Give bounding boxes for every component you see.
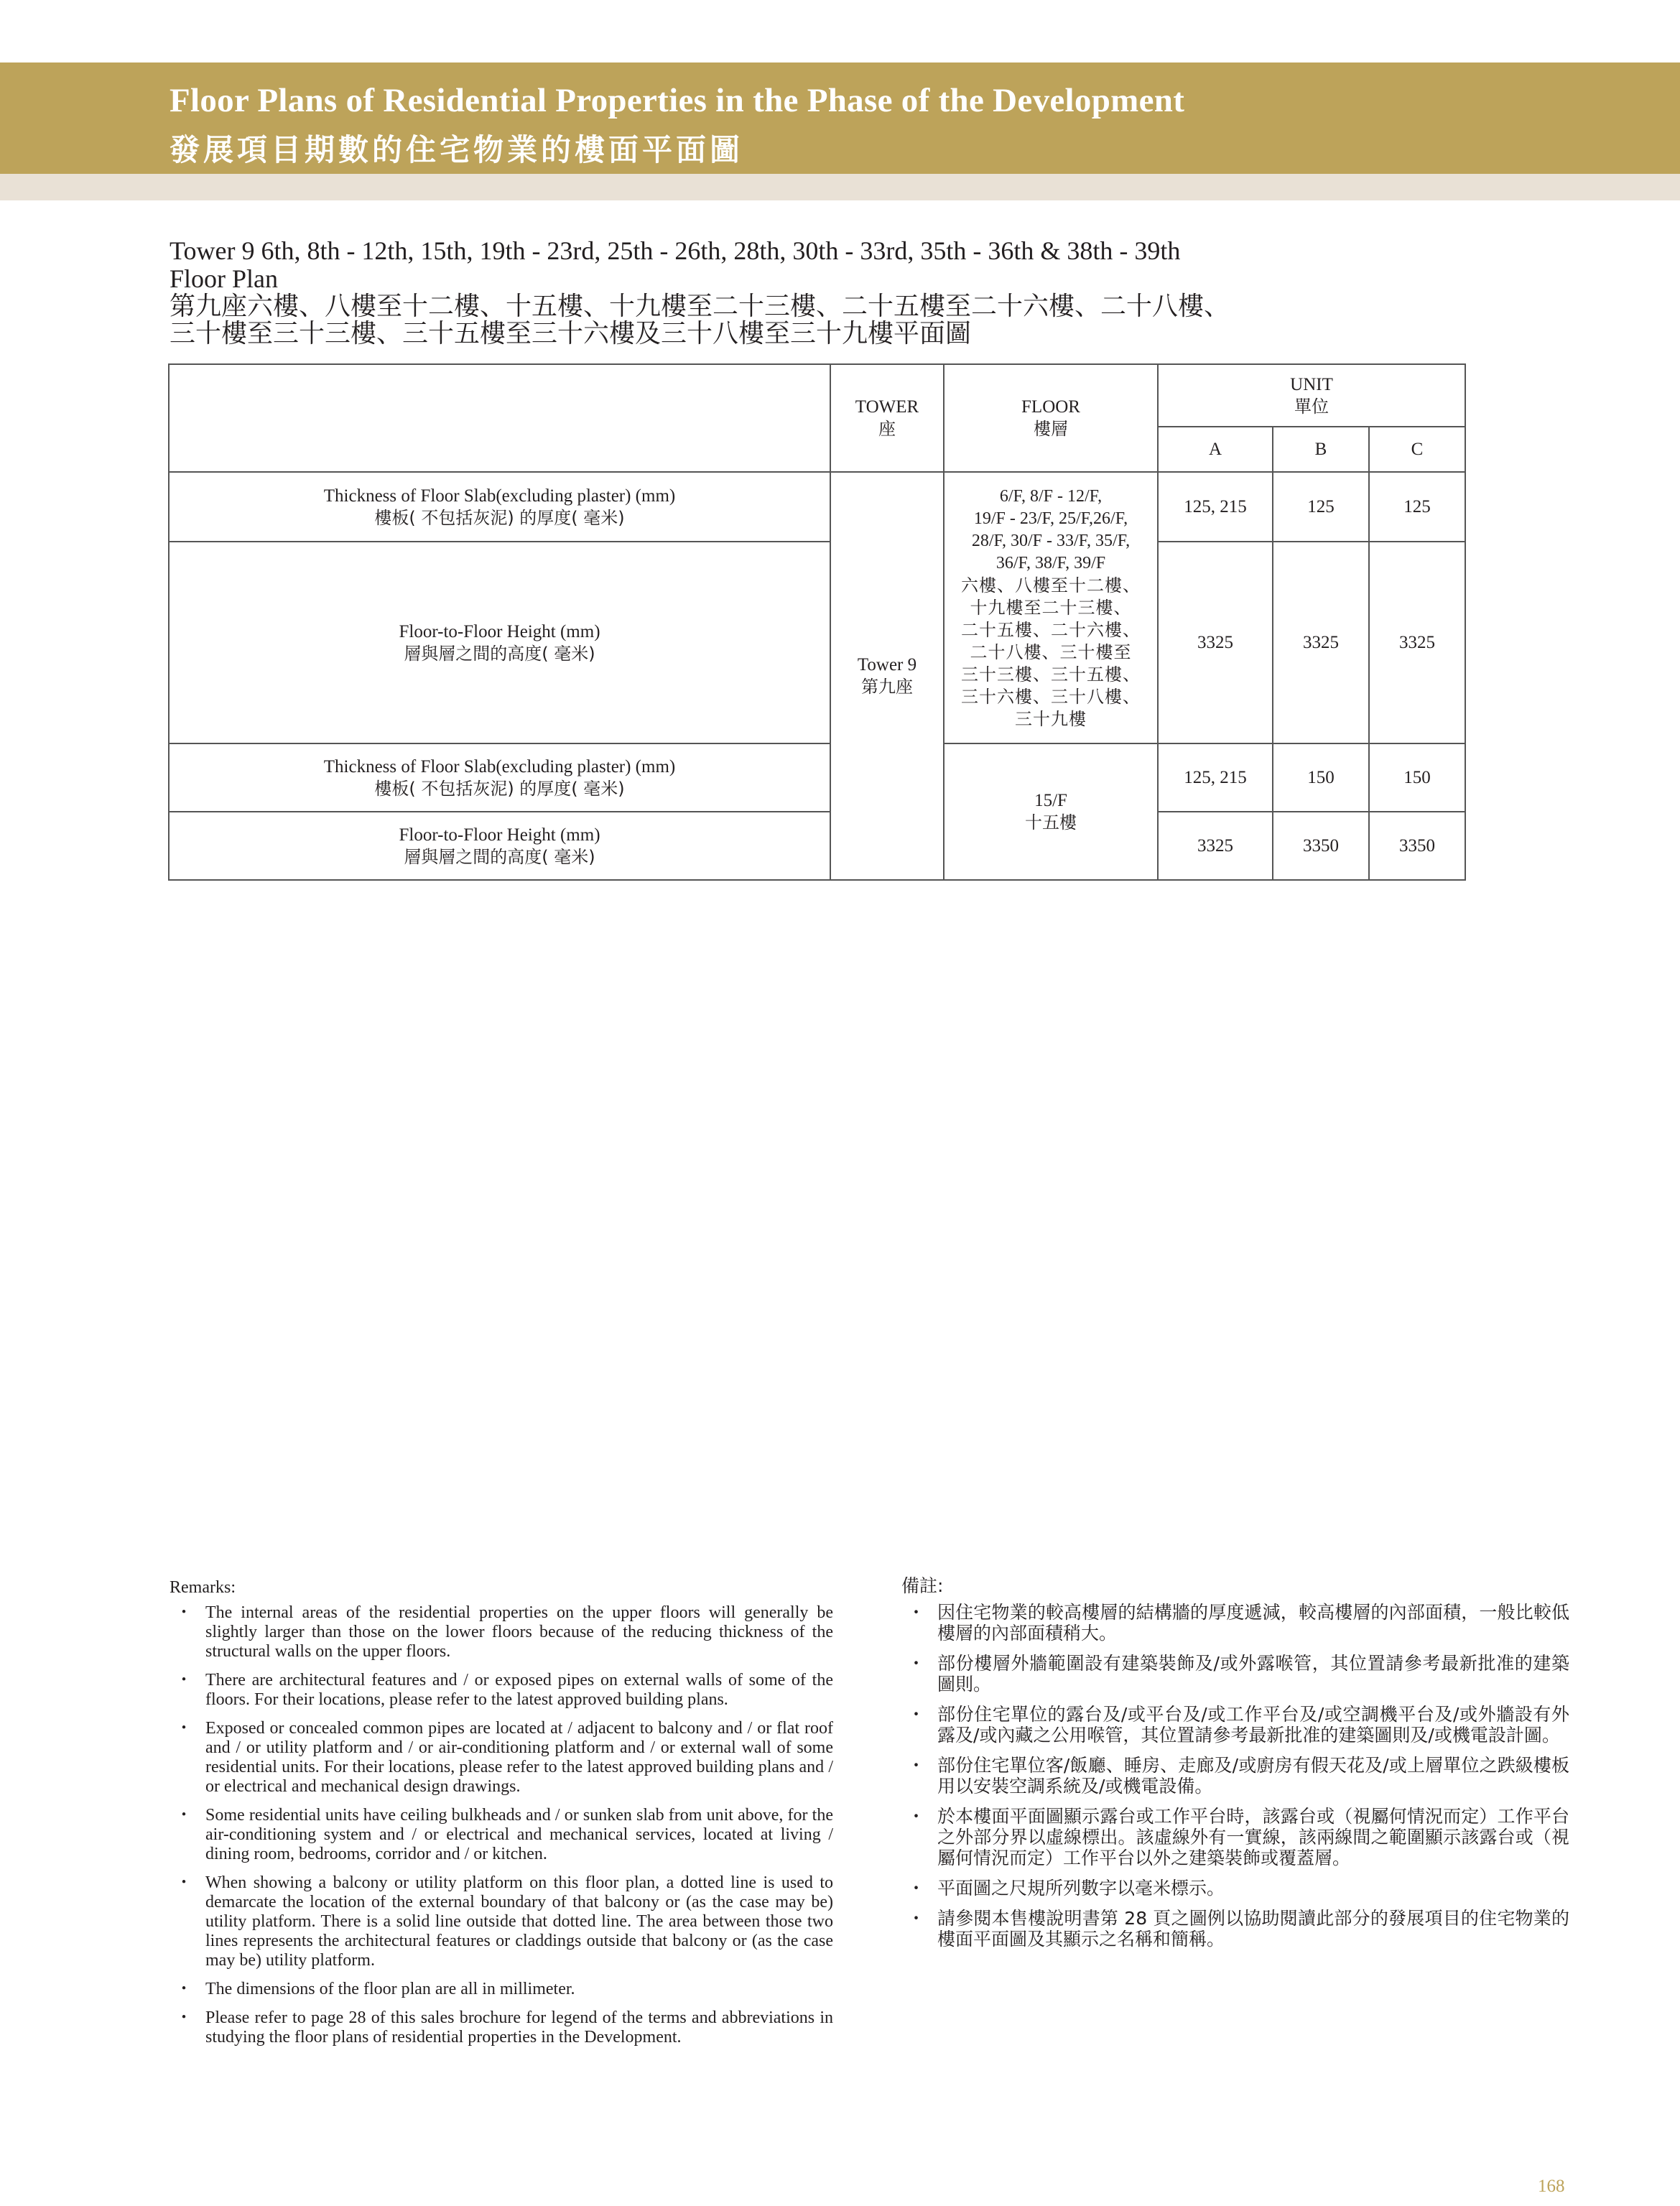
header-floor-zh: 樓層 <box>1034 419 1068 439</box>
slab-value-b: 125 <box>1273 472 1369 542</box>
remark-text: 部份住宅單位的露台及/或平台及/或工作平台及/或空調機平台及/或外牆設有外露及/或內藏之公用喉管，其位置請參考最新批准的建築圖則及/或機電設計圖。 <box>937 1704 1569 1746</box>
bullet-icon: ・ <box>175 1980 192 1998</box>
unit-header-c: C <box>1369 427 1465 472</box>
list-item <box>170 1719 833 1797</box>
bullet-icon: ・ <box>907 1908 926 1929</box>
floor-15-zh: 十五樓 <box>1025 812 1077 833</box>
floor-plan-heading <box>170 237 1462 348</box>
unit-header-b: B <box>1273 427 1369 472</box>
list-item <box>170 1671 833 1710</box>
remarks-chinese <box>901 1575 1569 1959</box>
list-item <box>901 1878 1569 1899</box>
floor-line-zh: 三十六樓、三十八樓、 <box>961 686 1141 707</box>
table-row <box>169 812 1465 880</box>
heading-line-2: Floor Plan <box>170 264 279 293</box>
row-label-slab <box>169 472 830 542</box>
height-label-en: Floor-to-Floor Height (mm) <box>399 825 600 845</box>
header-floor-en: FLOOR <box>1021 397 1080 417</box>
row-label-height <box>169 542 830 743</box>
bullet-icon: ・ <box>907 1704 926 1725</box>
list-item <box>901 1602 1569 1644</box>
list-item <box>170 2008 833 2047</box>
list-item <box>170 1980 833 1999</box>
height-value-b: 3325 <box>1273 542 1369 743</box>
floor-line-zh: 六樓、八樓至十二樓、 <box>961 575 1141 595</box>
list-item <box>170 1603 833 1662</box>
bullet-icon: ・ <box>175 1873 192 1892</box>
header-tower-en: TOWER <box>855 397 919 417</box>
list-item <box>170 1806 833 1864</box>
list-item <box>170 1873 833 1970</box>
slab-value-c: 125 <box>1369 472 1465 542</box>
floor-line-zh: 三十九樓 <box>1015 708 1087 729</box>
height-label-zh: 層與層之間的高度( 毫米) <box>404 643 595 664</box>
floor-line-zh: 二十五樓、二十六樓、 <box>961 619 1141 640</box>
bullet-icon: ・ <box>907 1806 926 1827</box>
remark-text: 部份樓層外牆範圍設有建築裝飾及/或外露喉管，其位置請參考最新批准的建築圖則。 <box>937 1653 1569 1695</box>
title-banner-strip <box>0 174 1680 200</box>
floor-line-zh: 三十三樓、三十五樓、 <box>961 664 1141 685</box>
heading-line-1: Tower 9 6th, 8th - 12th, 15th, 19th - 23rd, 25th - 26th, 28th, 30th - 33rd, 35th - 36th & 38th - 39th <box>170 236 1181 265</box>
remark-text: There are architectural features and / or exposed pipes on external walls of some of the floors. For their locations, please refer to the latest approved building plans. <box>205 1671 833 1709</box>
slab-value-a: 125, 215 <box>1158 472 1273 542</box>
list-item <box>901 1653 1569 1695</box>
header-tower-zh: 座 <box>878 419 896 439</box>
list-item <box>901 1755 1569 1797</box>
height-label-zh: 層與層之間的高度( 毫米) <box>404 846 595 867</box>
slab-value-a-15f: 125, 215 <box>1158 743 1273 812</box>
remark-text: 平面圖之尺規所列數字以毫米標示。 <box>937 1878 1225 1899</box>
floor-line: 6/F, 8/F - 12/F, <box>999 486 1103 506</box>
unit-header-a: A <box>1158 427 1273 472</box>
slab-label-zh: 樓板( 不包括灰泥) 的厚度( 毫米) <box>374 778 625 799</box>
slab-value-c-15f: 150 <box>1369 743 1465 812</box>
slab-label-zh: 樓板( 不包括灰泥) 的厚度( 毫米) <box>374 507 625 528</box>
floor-line-zh: 二十八樓、三十樓至 <box>970 641 1132 662</box>
remark-text: Exposed or concealed common pipes are located at / adjacent to balcony and / or flat roof and / or utility platform and / or air-conditioning platform and / or external wall of some residential units. For their locations, please refer to the latest approved building plans and / or electrical and mechanical design drawings. <box>205 1719 833 1796</box>
bullet-icon: ・ <box>907 1653 926 1674</box>
remark-text: The internal areas of the residential properties on the upper floors will generally be slightly larger than those on the lower floors because of the reducing thickness of the structural walls on the upper floors. <box>205 1603 833 1661</box>
floor-group-1 <box>944 472 1158 743</box>
height-value-b-15f: 3350 <box>1273 812 1369 880</box>
header-unit-en: UNIT <box>1290 374 1333 394</box>
floor-15-en: 15/F <box>1034 791 1067 810</box>
page-title-en: Floor Plans of Residential Properties in the Phase of the Development <box>170 82 1185 119</box>
bullet-icon: ・ <box>907 1878 926 1899</box>
header-unit-zh: 單位 <box>1294 396 1329 417</box>
floor-line: 36/F, 38/F, 39/F <box>996 553 1106 573</box>
header-floor <box>944 364 1158 472</box>
remark-text: 部份住宅單位客/飯廳、睡房、走廊及/或廚房有假天花及/或上層單位之跌級樓板用以安裝空調系統及/或機電設備。 <box>937 1755 1569 1797</box>
bullet-icon: ・ <box>175 1806 192 1825</box>
remark-text: Please refer to page 28 of this sales brochure for legend of the terms and abbreviations in studying the floor plans of residential properties in the Development. <box>205 2008 833 2047</box>
page-title-zh: 發展項目期數的住宅物業的樓面平面圖 <box>170 132 744 167</box>
header-tower <box>830 364 944 472</box>
heading-line-3: 第九座六樓、八樓至十二樓、十五樓、十九樓至二十三樓、二十五樓至二十六樓、二十八樓、 <box>170 292 1230 321</box>
list-item <box>901 1704 1569 1746</box>
height-value-c: 3325 <box>1369 542 1465 743</box>
slab-value-b-15f: 150 <box>1273 743 1369 812</box>
height-value-a-15f: 3325 <box>1158 812 1273 880</box>
header-unit <box>1158 364 1465 427</box>
remark-text: 因住宅物業的較高樓層的結構牆的厚度遞減，較高樓層的內部面積，一般比較低樓層的內部面積稍大。 <box>937 1602 1569 1644</box>
row-label-slab-15f <box>169 743 830 812</box>
floor-line: 19/F - 23/F, 25/F,26/F, <box>973 509 1128 528</box>
height-label-en: Floor-to-Floor Height (mm) <box>399 621 600 641</box>
remarks-title-en: Remarks: <box>170 1578 236 1597</box>
floor-spec-table <box>168 363 1466 881</box>
remark-text: 於本樓面平面圖顯示露台或工作平台時，該露台或（視屬何情況而定）工作平台之外部分界以虛線標出。該虛線外有一實線，該兩線間之範圍顯示該露台或（視屬何情況而定）工作平台以外之建築裝飾或覆蓋層。 <box>937 1806 1569 1868</box>
slab-label-en: Thickness of Floor Slab(excluding plaster) (mm) <box>323 486 676 506</box>
header-blank-cell <box>169 364 830 472</box>
remarks-english <box>170 1578 833 2057</box>
bullet-icon: ・ <box>907 1602 926 1623</box>
heading-line-4: 三十樓至三十三樓、三十五樓至三十六樓及三十八樓至三十九樓平面圖 <box>170 319 972 348</box>
list-item <box>901 1806 1569 1868</box>
remark-text: When showing a balcony or utility platform on this floor plan, a dotted line is used to demarcate the location of the external boundary of that balcony or (as the case may be) utility platform. There is a solid line outside that dotted line. The area between those two lines represents the architectural features or claddings outside that balcony or (as the case may be) utility platform. <box>205 1873 833 1970</box>
page-number: 168 <box>1538 2177 1565 2196</box>
remark-text: The dimensions of the floor plan are all in millimeter. <box>205 1980 575 1998</box>
bullet-icon: ・ <box>175 1671 192 1690</box>
remark-text: 請參閱本售樓說明書第 28 頁之圖例以協助閱讀此部分的發展項目的住宅物業的樓面平面圖及其顯示之名稱和簡稱。 <box>937 1908 1569 1950</box>
height-value-c-15f: 3350 <box>1369 812 1465 880</box>
bullet-icon: ・ <box>175 1603 192 1622</box>
remarks-title-zh: 備註: <box>901 1575 944 1596</box>
table-row <box>169 743 1465 812</box>
bullet-icon: ・ <box>907 1755 926 1776</box>
list-item <box>901 1908 1569 1950</box>
row-label-height-15f <box>169 812 830 880</box>
bullet-icon: ・ <box>175 2008 192 2027</box>
table-row <box>169 542 1465 743</box>
table-row <box>169 472 1465 542</box>
tower-value-en: Tower 9 <box>857 655 917 675</box>
floor-group-2 <box>944 743 1158 880</box>
bullet-icon: ・ <box>175 1719 192 1738</box>
remark-text: Some residential units have ceiling bulkheads and / or sunken slab from unit above, for the air-conditioning system and / or electrical and mechanical services, located at living / dining room, bedrooms, corridor and / or kitchen. <box>205 1806 833 1863</box>
height-value-a: 3325 <box>1158 542 1273 743</box>
slab-label-en: Thickness of Floor Slab(excluding plaster) (mm) <box>323 756 676 777</box>
tower-value-zh: 第九座 <box>861 677 913 697</box>
floor-line-zh: 十九樓至二十三樓、 <box>970 597 1132 618</box>
tower-value-cell <box>830 472 944 880</box>
floor-line: 28/F, 30/F - 33/F, 35/F, <box>971 531 1131 550</box>
table-header-row <box>169 364 1465 427</box>
